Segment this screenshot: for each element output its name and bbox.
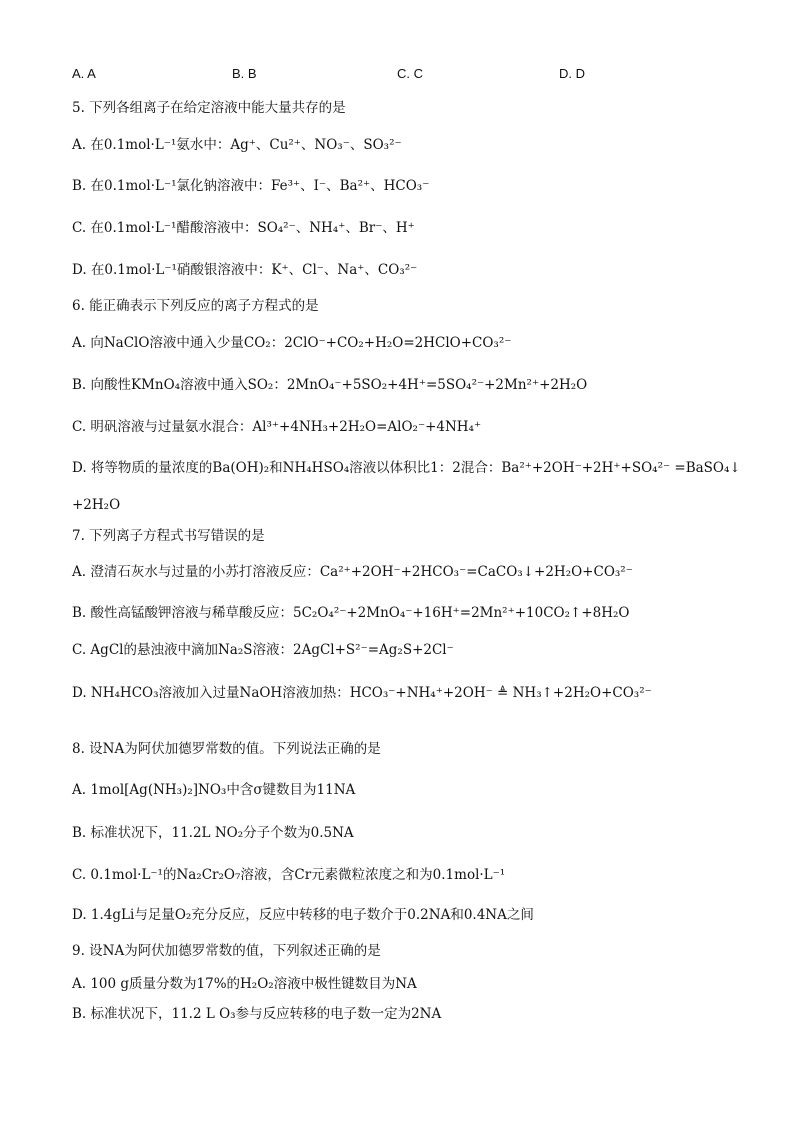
question-9-stem: 9. 设NA为阿伏加德罗常数的值，下列叙述正确的是 bbox=[72, 943, 381, 959]
q5-option-a[interactable]: A. 在0.1mol·L⁻¹氨水中：Ag⁺、Cu²⁺、NO₃⁻、SO₃²⁻ bbox=[72, 137, 402, 153]
q9-option-a[interactable]: A. 100 g质量分数为17%的H₂O₂溶液中极性键数目为NA bbox=[72, 976, 417, 992]
question-5-stem: 5. 下列各组离子在给定溶液中能大量共存的是 bbox=[72, 100, 346, 116]
question-6-stem: 6. 能正确表示下列反应的离子方程式的是 bbox=[72, 298, 319, 314]
q8-option-a[interactable]: A. 1mol[Ag(NH₃)₂]NO₃中含σ键数目为11NA bbox=[72, 782, 356, 798]
q7-option-a[interactable]: A. 澄清石灰水与过量的小苏打溶液反应：Ca²⁺+2OH⁻+2HCO₃⁻=CaCO₃↓+2H₂O+CO₃²⁻ bbox=[72, 564, 633, 580]
option-b[interactable]: B. B bbox=[232, 66, 257, 81]
q8-option-b[interactable]: B. 标准状况下，11.2L NO₂分子个数为0.5NA bbox=[72, 825, 354, 841]
q6-option-b[interactable]: B. 向酸性KMnO₄溶液中通入SO₂：2MnO₄⁻+5SO₂+4H⁺=5SO₄²⁻+2Mn²⁺+2H₂O bbox=[72, 377, 588, 393]
question-8-stem: 8. 设NA为阿伏加德罗常数的值。下列说法正确的是 bbox=[72, 741, 381, 757]
prev-question-options bbox=[72, 66, 722, 84]
option-c[interactable]: C. C bbox=[397, 66, 423, 81]
q6-option-d-continuation: +2H₂O bbox=[72, 497, 121, 513]
q6-option-d[interactable]: D. 将等物质的量浓度的Ba(OH)₂和NH₄HSO₄溶液以体积比1：2混合：Ba²⁺+2OH⁻+2H⁺+SO₄²⁻ =BaSO₄↓ bbox=[72, 460, 741, 476]
q5-option-d[interactable]: D. 在0.1mol·L⁻¹硝酸银溶液中：K⁺、Cl⁻、Na⁺、CO₃²⁻ bbox=[72, 262, 418, 278]
q9-option-b[interactable]: B. 标准状况下，11.2 L O₃参与反应转移的电子数一定为2NA bbox=[72, 1006, 442, 1022]
q7-option-d[interactable]: D. NH₄HCO₃溶液加入过量NaOH溶液加热：HCO₃⁻+NH₄⁺+2OH⁻ ≜ NH₃↑+2H₂O+CO₃²⁻ bbox=[72, 685, 652, 701]
q8-option-d[interactable]: D. 1.4gLi与足量O₂充分反应，反应中转移的电子数介于0.2NA和0.4NA之间 bbox=[72, 907, 534, 923]
question-7-stem: 7. 下列离子方程式书写错误的是 bbox=[72, 528, 265, 544]
q7-option-b[interactable]: B. 酸性高锰酸钾溶液与稀草酸反应：5C₂O₄²⁻+2MnO₄⁻+16H⁺=2Mn²⁺+10CO₂↑+8H₂O bbox=[72, 605, 630, 621]
q5-option-c[interactable]: C. 在0.1mol·L⁻¹醋酸溶液中：SO₄²⁻、NH₄⁺、Br⁻、H⁺ bbox=[72, 220, 415, 236]
q8-option-c[interactable]: C. 0.1mol·L⁻¹的Na₂Cr₂O₇溶液，含Cr元素微粒浓度之和为0.1mol·L⁻¹ bbox=[72, 867, 506, 883]
q5-option-b[interactable]: B. 在0.1mol·L⁻¹氯化钠溶液中：Fe³⁺、I⁻、Ba²⁺、HCO₃⁻ bbox=[72, 178, 430, 194]
q6-option-a[interactable]: A. 向NaClO溶液中通入少量CO₂：2ClO⁻+CO₂+H₂O=2HClO+CO₃²⁻ bbox=[72, 335, 512, 351]
q6-option-c[interactable]: C. 明矾溶液与过量氨水混合：Al³⁺+4NH₃+2H₂O=AlO₂⁻+4NH₄⁺ bbox=[72, 419, 482, 435]
q7-option-c[interactable]: C. AgCl的悬浊液中滴加Na₂S溶液：2AgCl+S²⁻=Ag₂S+2Cl⁻ bbox=[72, 642, 454, 658]
option-d[interactable]: D. D bbox=[559, 66, 585, 81]
option-a[interactable]: A. A bbox=[72, 66, 96, 81]
